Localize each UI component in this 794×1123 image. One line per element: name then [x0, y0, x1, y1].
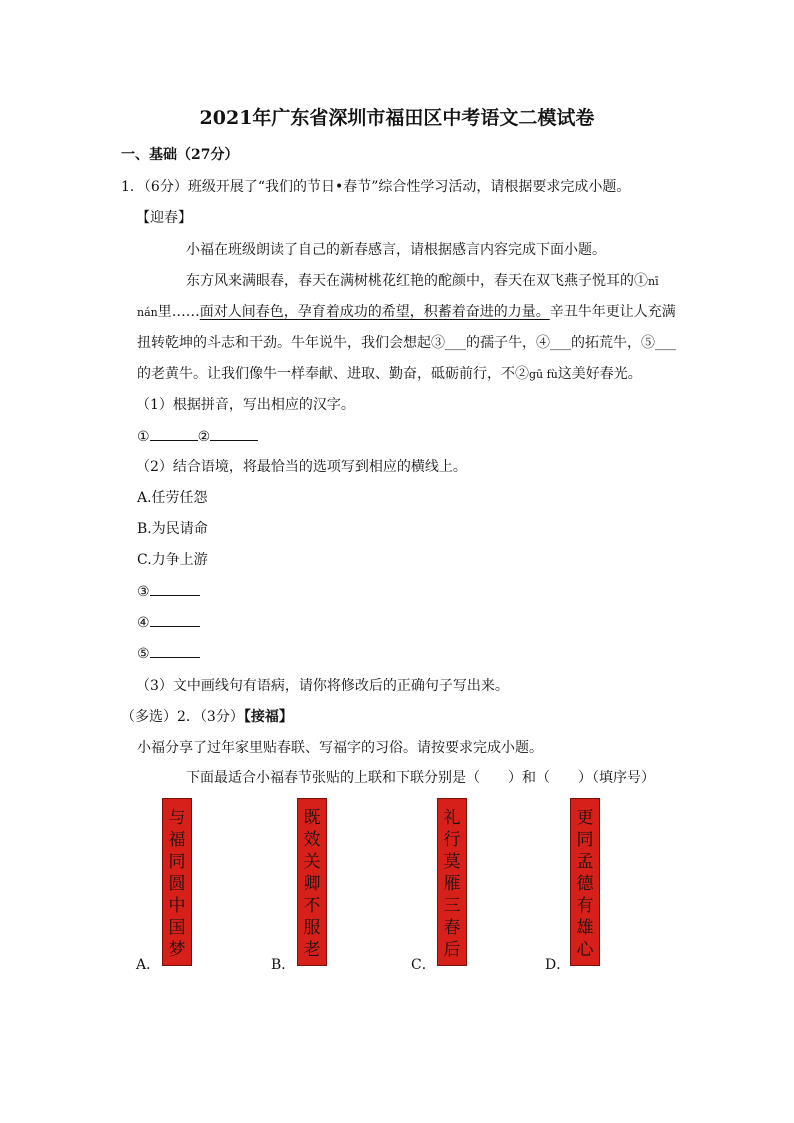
- blank-label: ③: [137, 584, 150, 600]
- couplet-char: 与: [168, 808, 186, 828]
- sub-question-1: （1）根据拼音，写出相应的汉字。: [136, 397, 355, 413]
- passage-text: 辛丑牛年更让人充满: [549, 304, 676, 320]
- q2-stem-text: （多选）2．（3分）: [121, 709, 244, 725]
- passage-line-3: 扭转乾坤的斗志和干劲。牛年说牛，我们会想起③___的孺子牛，④___的拓荒牛，⑤___: [137, 335, 676, 351]
- blank-3-line: [137, 581, 200, 602]
- couplet-label-d: D．: [545, 957, 571, 973]
- couplet-char: 莫: [443, 852, 461, 872]
- couplet-b: [297, 798, 327, 966]
- couplet-char: 同: [576, 830, 594, 850]
- couplet-char: 后: [443, 940, 461, 960]
- couplet-char: 同: [168, 852, 186, 872]
- couplet-char: 春: [443, 918, 461, 938]
- couplet-char: 雁: [443, 874, 461, 894]
- couplet-label-a: A．: [136, 957, 161, 973]
- answer-blank[interactable]: [210, 426, 258, 441]
- couplet-text: [438, 807, 466, 961]
- couplet-label-c: C．: [411, 957, 436, 973]
- q2-question: 下面最适合小福春节张贴的上联和下联分别是（ ）和（ ）（填序号）: [186, 770, 655, 786]
- pinyin-2: gū fù: [529, 368, 558, 381]
- q1-intro: 小福在班级朗读了自己的新春感言，请根据感言内容完成下面小题。: [186, 242, 606, 258]
- couplet-char: 梦: [168, 940, 186, 960]
- couplet-text: [298, 807, 326, 961]
- q2-stem: [121, 707, 293, 727]
- answer-blank[interactable]: [150, 643, 200, 658]
- q2-intro: 小福分享了过年家里贴春联、写福字的习俗。请按要求完成小题。: [137, 740, 543, 756]
- underlined-sentence: 面对人间春色，孕育着成功的希望，积蓄着奋进的力量。: [199, 304, 550, 320]
- couplet-char: 不: [303, 896, 321, 916]
- passage-line-1: [186, 271, 659, 292]
- q1-stem: 1．（6分）班级开展了“我们的节日•春节”综合性学习活动，请根据要求完成小题。: [121, 179, 631, 195]
- option-b: B.为民请命: [137, 521, 208, 537]
- couplet-char: 行: [443, 830, 461, 850]
- couplet-char: 既: [303, 808, 321, 828]
- couplet-char: 圆: [168, 874, 186, 894]
- couplet-text: [571, 807, 599, 961]
- couplet-c: [437, 798, 467, 966]
- q1-tag: 【迎春】: [136, 210, 192, 226]
- couplet-char: 关: [303, 852, 321, 872]
- couplet-char: 更: [576, 808, 594, 828]
- couplet-char: 德: [576, 874, 594, 894]
- couplet-char: 孟: [576, 852, 594, 872]
- sub-question-2: （2）结合语境，将最恰当的选项写到相应的横线上。: [136, 459, 467, 475]
- sub1-answer-line: [137, 426, 258, 447]
- couplet-char: 卿: [303, 874, 321, 894]
- couplet-char: 老: [303, 940, 321, 960]
- couplet-char: 国: [168, 918, 186, 938]
- blank-label: ④: [137, 615, 150, 631]
- blank-label: ①: [137, 429, 150, 445]
- couplet-char: 礼: [443, 808, 461, 828]
- answer-blank[interactable]: [150, 612, 200, 627]
- couplet-char: 中: [168, 896, 186, 916]
- couplet-char: 雄: [576, 918, 594, 938]
- option-c: C.力争上游: [137, 552, 208, 568]
- section-heading: 一、基础（27分）: [121, 147, 239, 163]
- couplet-char: 效: [303, 830, 321, 850]
- pinyin-1a: nī: [648, 275, 659, 288]
- couplet-char: 福: [168, 830, 186, 850]
- answer-blank[interactable]: [150, 581, 200, 596]
- blank-5-line: [137, 643, 200, 664]
- option-a: A.任劳任怨: [137, 490, 208, 506]
- answer-blank[interactable]: [150, 426, 198, 441]
- blank-label: ②: [197, 429, 211, 445]
- passage-line-4: [137, 364, 642, 385]
- couplet-char: 心: [576, 940, 594, 960]
- couplet-char: 服: [303, 918, 321, 938]
- passage-text: 东方风来满眼春，春天在满树桃花红艳的酡颜中，春天在双飞燕子悦耳的①: [186, 273, 648, 289]
- passage-text: 这美好春光。: [557, 366, 642, 382]
- passage-text: 里……: [157, 304, 200, 320]
- blank-label: ⑤: [137, 646, 150, 662]
- passage-line-2: [137, 302, 676, 323]
- couplet-d: [570, 798, 600, 966]
- couplet-a: [162, 798, 192, 966]
- page-title: 2021年广东省深圳市福田区中考语文二模试卷: [199, 107, 595, 129]
- couplet-text: [163, 807, 191, 961]
- couplet-char: 有: [576, 896, 594, 916]
- passage-text: 的老黄牛。让我们像牛一样奉献、进取、勤奋，砥砺前行，不②: [137, 366, 529, 382]
- pinyin-1b: nán: [137, 306, 158, 319]
- couplet-label-b: B．: [271, 957, 296, 973]
- q2-tag: 【接福】: [243, 709, 293, 725]
- sub-question-3: （3）文中画线句有语病，请你将修改后的正确句子写出来。: [136, 678, 509, 694]
- blank-4-line: [137, 612, 200, 633]
- couplet-char: 三: [443, 896, 461, 916]
